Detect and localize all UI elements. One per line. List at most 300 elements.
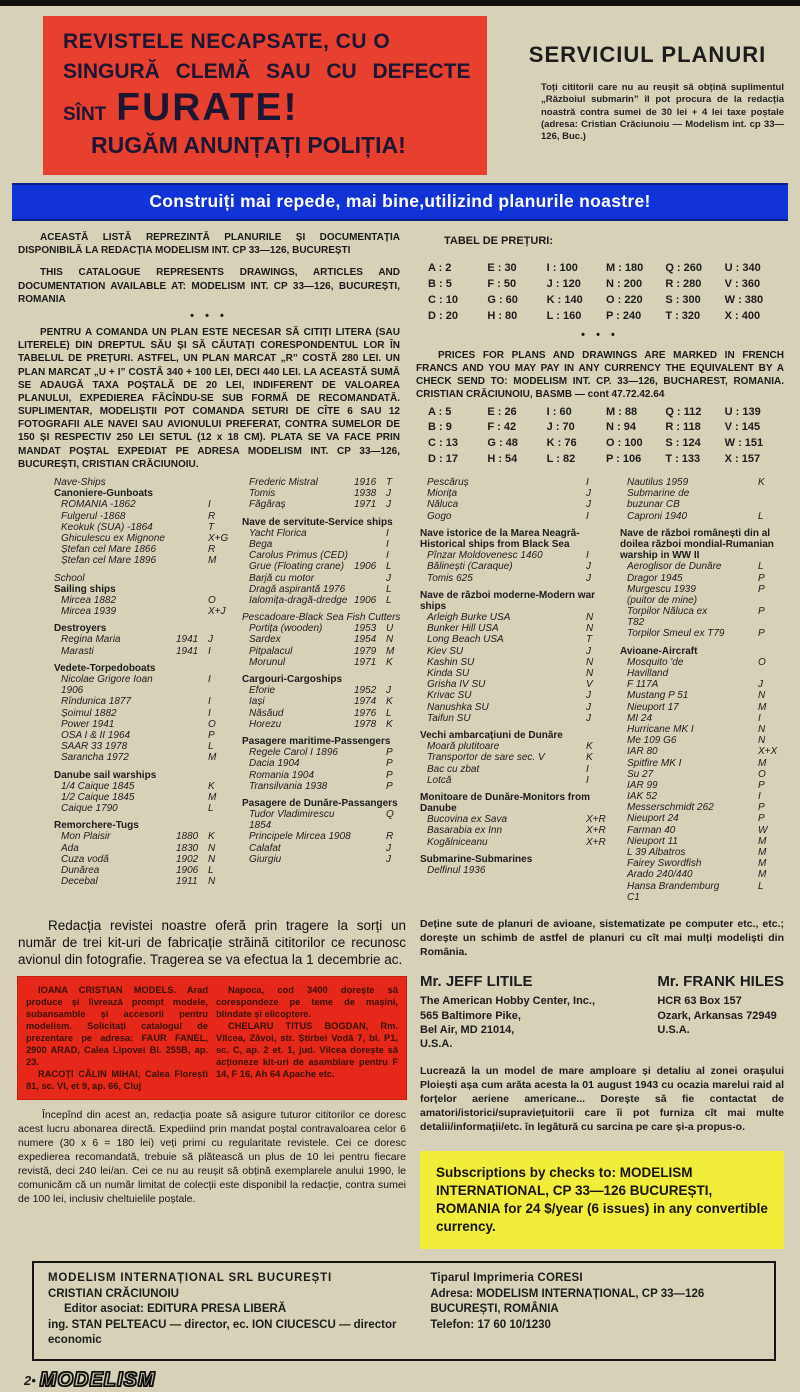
catalog-item — [620, 488, 782, 510]
imprint-line: Telefon: 17 60 10/1230 — [430, 1318, 551, 1331]
price-cell: R : 280 — [665, 277, 702, 290]
bottom-right-column — [420, 917, 784, 1249]
item-name: 1/4 Caique 1845 — [61, 780, 135, 792]
item-price-code: J — [208, 634, 213, 646]
item-name: Ada — [61, 842, 79, 854]
contact-address-line: The American Hobby Center, Inc., — [420, 995, 596, 1008]
ordering-instructions — [18, 326, 400, 471]
contact-address-line: HCR 63 Box 157 — [657, 995, 742, 1008]
item-name: Krivac SU — [427, 690, 472, 702]
catalog-section — [420, 792, 610, 848]
item-price-code — [586, 865, 610, 876]
price-cell: F : 42 — [487, 421, 517, 434]
catalog-section — [242, 517, 410, 607]
catalog-item — [54, 752, 232, 763]
imprint-line: Tiparul Imprimeria CORESI — [430, 1272, 583, 1285]
item-price-code: I — [586, 550, 589, 562]
item-year: 1906 — [354, 594, 377, 606]
item-name: Ialomița-dragă-dredge — [249, 594, 348, 606]
item-year: 1911 — [176, 876, 198, 888]
item-year — [554, 752, 586, 763]
catalog-item — [242, 758, 410, 769]
item-year — [176, 696, 208, 707]
item-year — [726, 813, 758, 824]
item-year: 1902 — [176, 853, 199, 865]
imprint-line: Editor asociat: EDITURA PRESA LIBERĂ — [64, 1303, 287, 1316]
item-name: Carolus Primus (CED) — [249, 550, 348, 562]
item-year — [726, 573, 758, 584]
item-price-code: X+R — [586, 814, 606, 826]
contact-address-line: U.S.A. — [420, 1038, 453, 1051]
item-name: Morunul — [249, 656, 286, 668]
item-year: 1916 — [354, 477, 377, 488]
catalog-section — [420, 854, 610, 876]
item-year — [176, 741, 208, 752]
catalog-item — [620, 847, 782, 858]
item-price-code: N — [208, 853, 216, 865]
item-year: 1906 — [176, 865, 199, 876]
item-year — [726, 584, 758, 606]
catalog-item — [420, 488, 610, 499]
price-cell: T : 320 — [665, 309, 701, 322]
imprint-line: CRISTIAN CRĂCIUNOIU — [48, 1287, 179, 1300]
item-year — [726, 488, 758, 510]
item-year — [726, 702, 758, 713]
catalog-item — [242, 561, 410, 572]
imprint-box — [32, 1261, 776, 1361]
catalog-item — [620, 869, 782, 880]
item-year — [176, 781, 208, 792]
item-name: MI 24 — [627, 712, 653, 724]
section-header: Pasagere de Dunăre-Passangers — [242, 797, 398, 809]
catalog-item — [420, 511, 610, 522]
contacts-row — [420, 973, 784, 1051]
item-price-code: I — [208, 499, 211, 511]
item-price-code: R — [386, 831, 394, 843]
item-price-code: N — [208, 876, 216, 888]
item-name: Keokuk (SUA) -1864 — [61, 521, 153, 533]
section-header: Canoniere-Gunboats — [54, 488, 153, 500]
catalog-item — [420, 752, 610, 763]
item-year — [554, 488, 586, 499]
price-cell: R : 118 — [665, 421, 701, 434]
item-year — [726, 769, 758, 780]
footer-left — [48, 1271, 420, 1349]
catalog-item — [54, 831, 232, 842]
catalog-item — [54, 606, 232, 617]
magazine-logo: MODELISM — [39, 1368, 156, 1391]
item-year — [554, 511, 586, 522]
item-name: Power 1941 — [61, 718, 115, 730]
item-name: Năsăud — [249, 707, 284, 719]
catalog-item — [620, 802, 782, 813]
intro-paragraph-ro — [18, 231, 400, 257]
item-price-code: K — [386, 718, 393, 730]
item-year — [554, 825, 586, 836]
item-name: Murgescu 1939 (puitor de mine) — [627, 583, 698, 606]
price-cell: P : 240 — [605, 309, 642, 322]
item-year — [354, 758, 386, 769]
price-row — [428, 277, 784, 293]
item-name: IAR 99 — [627, 779, 658, 791]
item-name: Nanushka SU — [427, 701, 489, 713]
section-header: Remorchere-Tugs — [54, 820, 139, 832]
catalog-section — [54, 623, 232, 657]
item-name: Bega — [249, 538, 273, 550]
item-name: Farman 40 — [627, 824, 676, 836]
section-header: Danube sail warships — [54, 769, 157, 781]
item-price-code: M — [208, 752, 217, 764]
item-year: 1830 — [176, 842, 199, 854]
item-price-code: T — [386, 477, 393, 488]
catalog-section — [420, 477, 610, 522]
price-cell: B : 9 — [428, 421, 452, 434]
catalog-item — [54, 595, 232, 606]
item-name: Lotcă — [427, 774, 452, 786]
item-year — [726, 881, 758, 903]
item-name: Sarancha 1972 — [61, 752, 129, 764]
catalog-section — [420, 590, 610, 724]
catalog-item — [54, 634, 232, 645]
catalog-item — [242, 573, 410, 584]
item-price-code: J — [586, 712, 591, 724]
price-cell: H : 80 — [487, 309, 518, 322]
catalog-section — [620, 477, 782, 522]
item-name: Ghiculescu ex Mignone — [61, 532, 165, 544]
item-price-code: M — [386, 645, 395, 657]
item-name: Miorița — [427, 488, 458, 500]
price-cell: E : 30 — [487, 262, 517, 274]
section-header: Nave istorice de la Marea Neagră-Historical ships from Black Sea — [420, 527, 580, 550]
item-year — [554, 499, 586, 510]
item-price-code: T — [208, 521, 215, 533]
warning-line-4: RUGĂM ANUNȚAȚI POLIȚIA! — [91, 132, 406, 158]
catalog-item — [242, 539, 410, 550]
price-cell: W : 151 — [724, 437, 764, 450]
classified-ad-text: Napoca, cod 3400 dorește să corespondeze pe teme de mașini, blindate și elicoptere. — [216, 984, 398, 1019]
item-year — [354, 831, 386, 842]
item-year — [354, 584, 386, 595]
item-name: Tudor Vladimirescu 1854 — [249, 809, 335, 832]
item-name: Torpilor Năluca ex T82 — [627, 606, 708, 629]
item-price-code: J — [586, 499, 591, 511]
item-price-code: I — [386, 527, 389, 539]
item-name: Yacht Florica — [249, 527, 307, 539]
item-year — [554, 561, 586, 572]
item-name: Kinda SU — [427, 668, 470, 679]
item-year — [176, 555, 208, 566]
item-name: Fulgerul -1868 — [61, 510, 126, 522]
item-name: Nicolae Grigore Ioan 1906 — [61, 674, 153, 697]
item-year — [726, 746, 758, 757]
item-name: Tomis 625 — [427, 572, 473, 584]
catalog-item — [242, 854, 410, 865]
item-year — [726, 511, 758, 522]
item-price-code: P — [758, 628, 765, 640]
catalog-item — [620, 858, 782, 869]
item-name: Cuza vodă — [61, 853, 109, 865]
intro-paragraph-en — [18, 266, 400, 306]
item-price-code: R — [208, 544, 216, 556]
price-row — [428, 261, 784, 277]
item-price-code: M — [758, 869, 767, 881]
item-name: Tomis — [249, 488, 276, 500]
catalog-item — [242, 623, 410, 634]
item-year — [354, 747, 386, 758]
catalog-item — [620, 724, 782, 735]
item-year — [554, 657, 586, 668]
item-name: OSA I & II 1964 — [61, 729, 131, 741]
price-cell: D : 17 — [428, 453, 458, 466]
catalog-item — [54, 646, 232, 657]
item-name: Mosquito 'de Havilland — [627, 656, 684, 679]
item-year: 1880 — [176, 831, 199, 843]
price-cell: G : 48 — [487, 437, 518, 450]
price-cell: L : 160 — [546, 309, 582, 322]
item-year — [354, 854, 386, 865]
item-name: Năluca — [427, 499, 459, 511]
item-price-code: I — [586, 477, 589, 488]
catalog-item — [620, 702, 782, 713]
contact-address-line: Bel Air, MD 21014, — [420, 1024, 515, 1037]
item-year — [354, 809, 386, 831]
item-name: ROMANIA -1862 — [61, 499, 136, 511]
item-price-code: M — [758, 858, 767, 870]
item-price-code: K — [386, 656, 393, 668]
price-cell: C : 13 — [428, 437, 458, 450]
contact-block — [657, 973, 784, 1051]
item-price-code: X+R — [586, 836, 606, 848]
item-price-code: J — [386, 853, 391, 865]
item-name: Rîndunica 1877 — [61, 696, 132, 708]
item-price-code: L — [386, 561, 392, 573]
item-year — [354, 528, 386, 539]
catalog-item — [242, 843, 410, 854]
item-year — [354, 781, 386, 792]
contact-address-line: 565 Baltimore Pike, — [420, 1009, 521, 1022]
item-name: Dacia 1904 — [249, 758, 300, 770]
item-price-code: X+G — [208, 532, 229, 544]
item-year — [554, 702, 586, 713]
item-year — [176, 522, 208, 533]
catalog-column — [620, 477, 782, 909]
item-price-code: K — [586, 741, 593, 753]
price-row — [428, 309, 784, 325]
item-name: Nieuport 17 — [627, 701, 679, 713]
section-header: Pescadoare-Black Sea Fish Cutters — [242, 612, 401, 624]
item-year — [176, 595, 208, 606]
item-name: Nieuport 24 — [627, 813, 679, 825]
item-name: Bunker Hill USA — [427, 623, 499, 635]
item-year — [726, 606, 758, 628]
section-header: Sailing ships — [54, 583, 116, 595]
catalog-section — [54, 663, 232, 764]
catalog-item — [420, 623, 610, 634]
item-price-code: P — [208, 729, 215, 741]
item-year — [726, 477, 758, 488]
item-price-code: P — [386, 758, 393, 770]
catalog-item — [620, 584, 782, 606]
catalog-item — [420, 646, 610, 657]
item-year — [354, 539, 386, 550]
price-cell: H : 54 — [487, 453, 518, 466]
item-name: Frederic Mistral — [249, 477, 318, 488]
item-name: Pitpalacul — [249, 645, 293, 657]
item-year — [176, 544, 208, 555]
catalog-section — [54, 820, 232, 887]
item-price-code: X+J — [208, 606, 226, 618]
item-name: Spitfire MK I — [627, 757, 682, 769]
item-name: Su 27 — [627, 768, 654, 780]
item-name: Nieuport 11 — [627, 835, 678, 847]
item-year — [554, 573, 586, 584]
price-cell: W : 380 — [724, 293, 764, 306]
intro-section — [10, 221, 790, 471]
item-year — [176, 719, 208, 730]
price-cell: B : 5 — [428, 277, 452, 290]
bottom-section — [10, 911, 790, 1249]
catalog-item — [54, 741, 232, 752]
catalog-item — [54, 696, 232, 707]
item-price-code: J — [386, 488, 391, 500]
item-name: Eforie — [249, 685, 276, 697]
plans-service-box — [511, 18, 784, 173]
catalog-item — [620, 477, 782, 488]
price-cell: F : 50 — [487, 277, 517, 290]
item-price-code: P — [758, 583, 765, 595]
catalog-item — [54, 730, 232, 741]
catalog-item — [420, 679, 610, 690]
item-price-code: N — [208, 842, 216, 854]
item-name: Hansa Brandemburg C1 — [627, 880, 720, 903]
item-year — [726, 758, 758, 769]
ordering-instructions-text: PENTRU A COMANDA UN PLAN ESTE NECESAR SĂ CITIȚI LITERA (SAU LITERELE) DIN DREPTUL SĂU ȘI SĂ CĂUTAȚI CORESPONDENTUL LOR ÎN TABELUL DE PREȚURI. ASTFEL, UN PLAN MARCAT „R” COSTĂ 280 LEI. UN PLAN MARCAT „U + I” COSTĂ 340 + 100 LEI, DECI 440 LEI. LA ACEASTĂ SUMĂ SE ADAUGĂ TAXA POȘTALĂ DE 20 LEI, INDIFERENT DE VALOAREA PLANULUI, EXPEDIEREA FĂCÎNDU-SE SUB FORMĂ DE RECOMANDATĂ. SUPLIMENTAR, MODELIȘTII POT COMANDA SETURI DE CÎTE 6 SAU 12 FOTOGRAFII ALE NAVEI SAU AVIONULUI PREFERAT, CONTRA SUMELOR DE 150 ȘI RESPECTIV 250 LEI SETUL (12 x 18 CM). PLATA SE VA FACE PRIN MANDAT POȘTAL EXPEDIAT PE ADRESA MODELISM INT. CP 33—126, BUCUREȘTI, CRISTIAN CRĂCIUNOIU. — [18, 326, 400, 470]
item-name: Dunărea — [61, 865, 100, 876]
item-year — [726, 690, 758, 701]
item-year — [554, 477, 586, 488]
catalog-item — [420, 865, 610, 876]
catalog-item — [420, 668, 610, 679]
item-year — [176, 533, 208, 544]
intro-left-column — [18, 231, 400, 471]
item-price-code: J — [386, 685, 391, 697]
item-price-code: I — [586, 510, 589, 522]
item-year — [726, 628, 758, 639]
item-year — [354, 550, 386, 561]
item-name: IAK 52 — [627, 791, 658, 803]
catalog-item — [420, 561, 610, 572]
item-price-code: K — [586, 752, 593, 764]
catalog-item — [420, 657, 610, 668]
catalog-section — [242, 798, 410, 865]
item-year — [176, 730, 208, 741]
price-table-francs — [428, 405, 784, 469]
price-cell: J : 70 — [546, 421, 575, 434]
item-year — [176, 752, 208, 763]
item-price-code: L — [386, 583, 392, 595]
item-price-code: P — [386, 747, 393, 759]
item-year — [726, 713, 758, 724]
item-name: Grisha IV SU — [427, 679, 486, 691]
item-name: L 39 Albatros — [627, 847, 686, 858]
price-cell: K : 140 — [546, 293, 583, 306]
price-cell: C : 10 — [428, 293, 458, 306]
item-price-code: P — [386, 769, 393, 781]
item-name: Ștefan cel Mare 1896 — [61, 555, 157, 567]
item-name: Mircea 1882 — [61, 594, 117, 606]
item-price-code: I — [208, 674, 211, 685]
item-name: IAR 80 — [627, 746, 658, 758]
catalog-item — [242, 781, 410, 792]
item-price-code: M — [758, 847, 767, 858]
item-price-code: P — [758, 813, 765, 825]
item-year — [726, 735, 758, 746]
catalog-item — [242, 696, 410, 707]
item-price-code: L — [758, 880, 764, 892]
price-cell: A : 2 — [428, 262, 452, 274]
item-year — [176, 674, 208, 696]
item-year — [176, 499, 208, 510]
item-year — [554, 668, 586, 679]
section-header: Vechi ambarcațiuni de Dunăre — [420, 729, 563, 741]
price-cell: O : 220 — [605, 293, 643, 306]
section-preheader: School — [54, 572, 85, 584]
top-row — [10, 18, 790, 173]
item-year: 1906 — [354, 561, 377, 573]
item-name: 1/2 Caique 1845 — [61, 791, 135, 803]
catalog-item — [420, 741, 610, 752]
item-name: Iași — [249, 696, 265, 708]
catalog-item — [420, 837, 610, 848]
price-cell: E : 26 — [487, 405, 517, 418]
price-row — [428, 405, 784, 421]
catalog-item — [54, 865, 232, 876]
catalog-item — [242, 657, 410, 668]
item-name: Ștefan cel Mare 1866 — [61, 544, 157, 556]
item-price-code: N — [586, 623, 594, 635]
item-price-code: O — [758, 656, 766, 668]
price-cell: G : 60 — [487, 293, 518, 306]
catalog-item — [54, 708, 232, 719]
item-name: Fairey Swordfish — [627, 858, 702, 870]
item-price-code: L — [386, 707, 392, 719]
item-name: Submarine de buzunar CB — [627, 488, 690, 511]
price-cell: D : 20 — [428, 309, 458, 322]
item-year — [354, 770, 386, 781]
warning-line-3 — [63, 86, 471, 130]
item-name: Portița (wooden) — [249, 623, 323, 635]
francs-paragraph — [416, 349, 784, 402]
item-year — [726, 791, 758, 802]
item-price-code: J — [386, 499, 391, 511]
warning-line-3-big: FURATE! — [116, 86, 299, 129]
item-price-code: M — [208, 791, 217, 803]
separator-dots-left: • • • — [190, 309, 228, 322]
lottery-paragraph — [18, 917, 406, 969]
section-header: Vedete-Torpedoboats — [54, 662, 156, 674]
item-price-code: J — [586, 645, 591, 657]
catalog-item — [242, 809, 410, 831]
catalog-item — [420, 612, 610, 623]
price-cell: V : 145 — [724, 421, 761, 434]
price-cell: K : 76 — [546, 437, 577, 450]
catalog-item — [620, 769, 782, 780]
item-price-code: X+R — [586, 825, 606, 837]
price-cell: S : 124 — [665, 437, 701, 450]
item-price-code: M — [758, 757, 767, 769]
price-cell: X : 400 — [724, 309, 761, 322]
catalog-item — [420, 573, 610, 584]
